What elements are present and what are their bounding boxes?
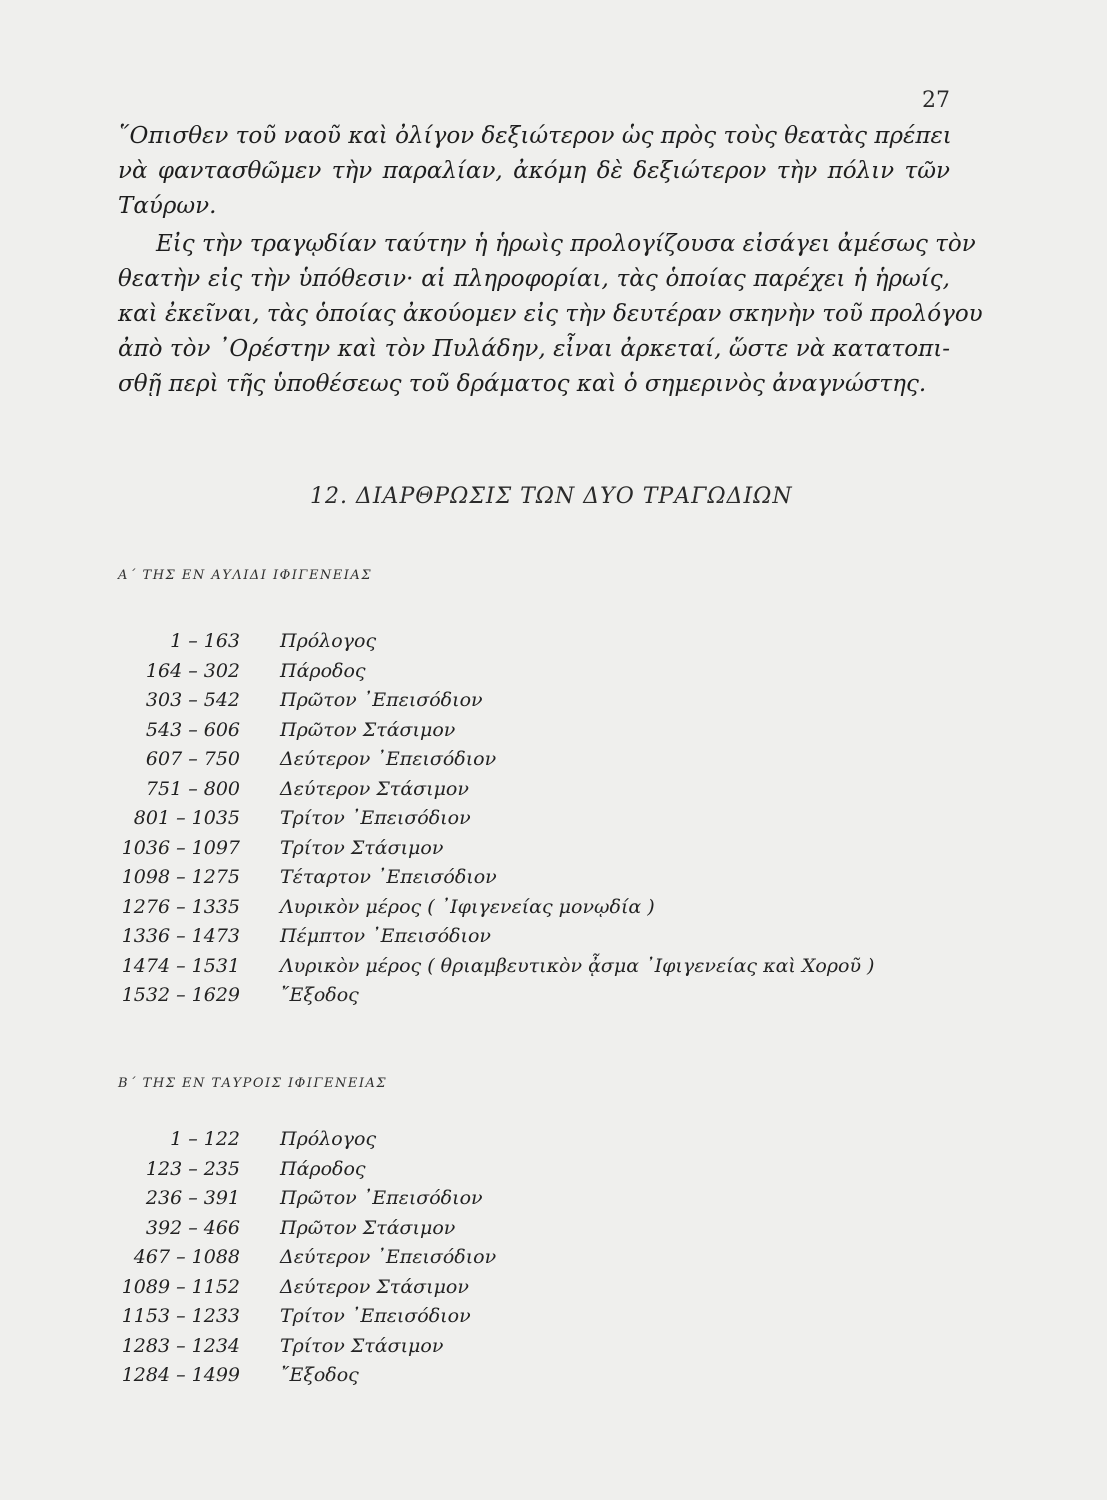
line-range: 751 – 800 bbox=[145, 777, 240, 800]
part-title: Πέμπτον ᾿Επεισόδιον bbox=[280, 925, 491, 947]
part-title: ῎Εξοδος bbox=[280, 984, 359, 1006]
paragraph-2 bbox=[118, 227, 983, 402]
table-row bbox=[100, 1158, 980, 1188]
part-title: Τρίτον ᾿Επεισόδιον bbox=[280, 1305, 471, 1327]
table-row bbox=[100, 1364, 980, 1394]
line-range: 1098 – 1275 bbox=[121, 866, 240, 888]
page-number: 27 bbox=[922, 88, 950, 113]
part-title: Πρῶτον Στάσιμον bbox=[280, 718, 456, 741]
part-title: Λυρικὸν μέρος ( ᾿Ιφιγενείας μονῳδία ) bbox=[280, 895, 655, 918]
paragraph-line: Εἰς τὴν τραγῳδίαν ταύτην ἡ ἡρωὶς προλογίζουσα εἰσάγει ἀμέσως τὸν bbox=[156, 231, 976, 257]
part-title: Δεύτερον Στάσιμον bbox=[280, 777, 469, 800]
part-title: Πρῶτον ᾿Επεισόδιον bbox=[280, 689, 483, 711]
part-title: Πρόλογος bbox=[280, 630, 377, 652]
part-title: Τρίτον Στάσιμον bbox=[280, 836, 444, 859]
table-row bbox=[100, 660, 980, 690]
line-range: 1 – 122 bbox=[170, 1128, 240, 1150]
table-row bbox=[100, 925, 980, 955]
table-row bbox=[100, 1246, 980, 1276]
section-heading: 12. ΔΙΑΡΘΡΩΣΙΣ ΤΩΝ ΔΥΟ ΤΡΑΓΩΔΙΩΝ bbox=[310, 484, 793, 509]
table-row bbox=[100, 719, 980, 749]
line-range: 1276 – 1335 bbox=[121, 895, 240, 918]
line-range: 164 – 302 bbox=[145, 659, 240, 682]
line-range: 1153 – 1233 bbox=[121, 1305, 240, 1327]
table-row bbox=[100, 955, 980, 985]
line-range: 1036 – 1097 bbox=[121, 836, 240, 859]
structure-table-tauris bbox=[100, 1128, 980, 1394]
part-title: Τρίτον Στάσιμον bbox=[280, 1334, 444, 1357]
part-title: Πρόλογος bbox=[280, 1128, 377, 1150]
line-range: 123 – 235 bbox=[145, 1157, 240, 1180]
subheading-tauris: Β΄ ΤΗΣ ΕΝ ΤΑΥΡΟΙΣ ΙΦΙΓΕΝΕΙΑΣ bbox=[118, 1076, 388, 1091]
structure-table-aulis bbox=[100, 630, 980, 1014]
paragraph-1 bbox=[118, 119, 950, 224]
line-range: 467 – 1088 bbox=[133, 1246, 240, 1268]
paragraph-line: καὶ ἐκεῖναι, τὰς ὁποίας ἀκούομεν εἰς τὴν δευτέραν σκηνὴν τοῦ προλόγου bbox=[118, 301, 983, 327]
part-title: Λυρικὸν μέρος ( θριαμβευτικὸν ᾆσμα ᾿Ιφιγενείας καὶ Χοροῦ ) bbox=[280, 954, 875, 977]
table-row bbox=[100, 1276, 980, 1306]
part-title: Δεύτερον Στάσιμον bbox=[280, 1275, 469, 1298]
subheading-aulis: Α΄ ΤΗΣ ΕΝ ΑΥΛΙΔΙ ΙΦΙΓΕΝΕΙΑΣ bbox=[118, 568, 373, 583]
line-range: 543 – 606 bbox=[145, 718, 240, 741]
paragraph-line: θεατὴν εἰς τὴν ὑπόθεσιν· αἱ πληροφορίαι, τὰς ὁποίας παρέχει ἡ ἡρωίς, bbox=[118, 266, 950, 292]
part-title: Πάροδος bbox=[280, 1157, 366, 1180]
part-title: Πρῶτον ᾿Επεισόδιον bbox=[280, 1187, 483, 1209]
line-range: 1532 – 1629 bbox=[121, 984, 240, 1006]
line-range: 1 – 163 bbox=[170, 630, 240, 652]
table-row bbox=[100, 807, 980, 837]
part-title: Δεύτερον ᾿Επεισόδιον bbox=[280, 1246, 497, 1268]
table-row bbox=[100, 1187, 980, 1217]
paragraph-line: Ταύρων. bbox=[118, 193, 217, 219]
paragraph-line: νὰ φαντασθῶμεν τὴν παραλίαν, ἀκόμη δὲ δεξιώτερον τὴν πόλιν τῶν bbox=[118, 158, 950, 184]
table-row bbox=[100, 837, 980, 867]
line-range: 1089 – 1152 bbox=[121, 1275, 240, 1298]
line-range: 303 – 542 bbox=[145, 689, 240, 711]
part-title: Δεύτερον ᾿Επεισόδιον bbox=[280, 748, 497, 770]
part-title: Τρίτον ᾿Επεισόδιον bbox=[280, 807, 471, 829]
line-range: 1474 – 1531 bbox=[121, 954, 240, 977]
line-range: 1283 – 1234 bbox=[121, 1334, 240, 1357]
part-title: Πρῶτον Στάσιμον bbox=[280, 1216, 456, 1239]
table-row bbox=[100, 778, 980, 808]
line-range: 392 – 466 bbox=[145, 1216, 240, 1239]
table-row bbox=[100, 984, 980, 1014]
paragraph-line: σθῇ περὶ τῆς ὑποθέσεως τοῦ δράματος καὶ ὁ σημερινὸς ἀναγνώστης. bbox=[118, 371, 927, 397]
line-range: 1336 – 1473 bbox=[121, 925, 240, 947]
table-row bbox=[100, 1217, 980, 1247]
table-row bbox=[100, 748, 980, 778]
table-row bbox=[100, 866, 980, 896]
table-row bbox=[100, 1128, 980, 1158]
table-row bbox=[100, 1335, 980, 1365]
part-title: Πάροδος bbox=[280, 659, 366, 682]
table-row bbox=[100, 630, 980, 660]
line-range: 607 – 750 bbox=[145, 748, 240, 770]
paragraph-line: ῞Οπισθεν τοῦ ναοῦ καὶ ὀλίγον δεξιώτερον ὡς πρὸς τοὺς θεατὰς πρέπει bbox=[118, 123, 952, 149]
line-range: 801 – 1035 bbox=[133, 807, 240, 829]
line-range: 236 – 391 bbox=[145, 1187, 240, 1209]
table-row bbox=[100, 896, 980, 926]
part-title: Τέταρτον ᾿Επεισόδιον bbox=[280, 866, 497, 888]
paragraph-line: ἀπὸ τὸν ᾿Ορέστην καὶ τὸν Πυλάδην, εἶναι ἀρκεταί, ὥστε νὰ κατατοπι- bbox=[118, 336, 950, 362]
table-row bbox=[100, 1305, 980, 1335]
line-range: 1284 – 1499 bbox=[121, 1364, 240, 1386]
part-title: ῎Εξοδος bbox=[280, 1364, 359, 1386]
table-row bbox=[100, 689, 980, 719]
